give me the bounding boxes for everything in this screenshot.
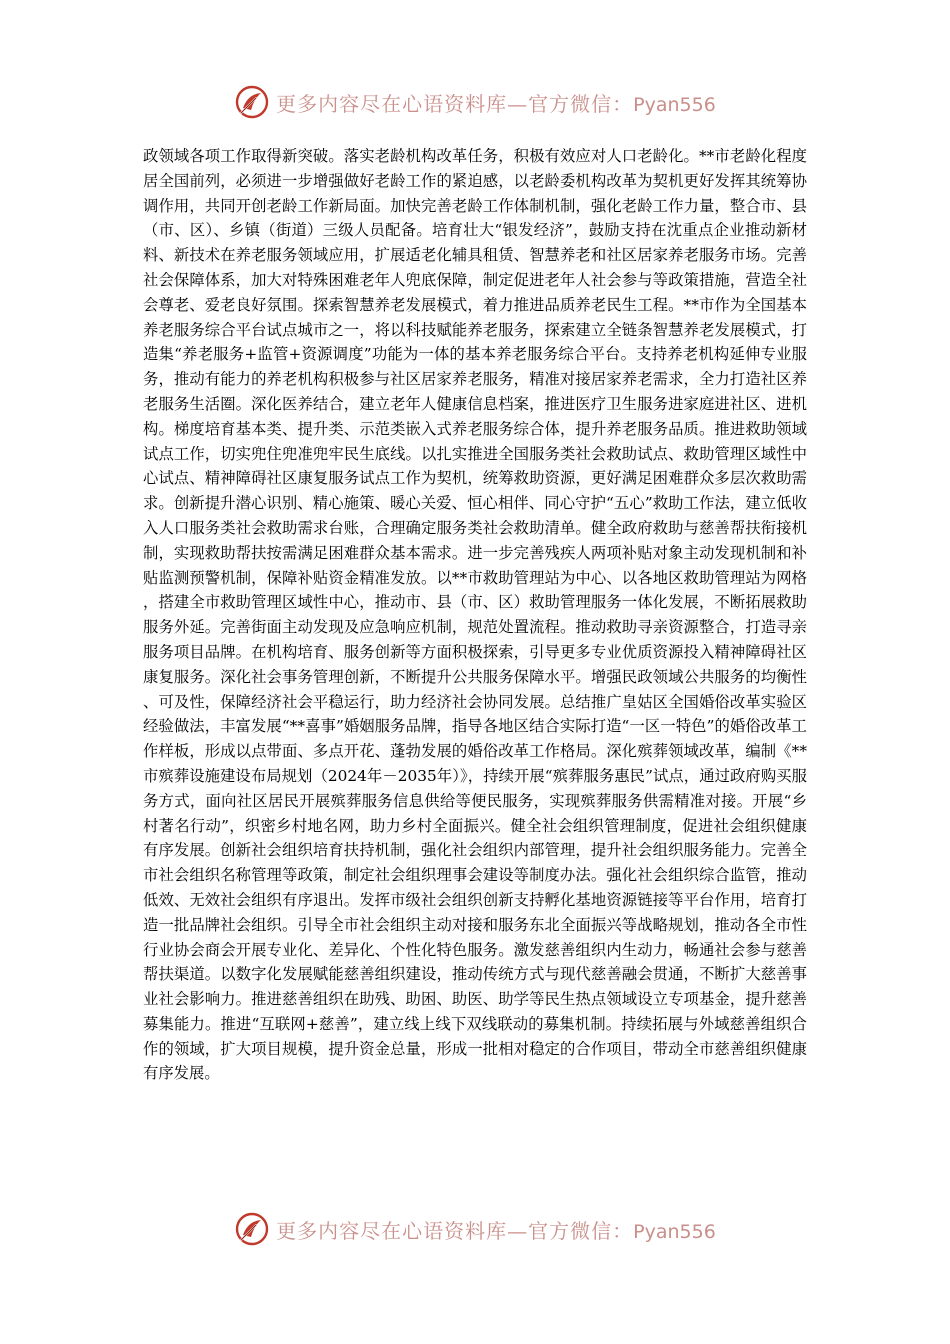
banner-text: 更多内容尽在心语资料库—官方微信：Pyan556 <box>276 1218 716 1243</box>
banner-text: 更多内容尽在心语资料库—官方微信：Pyan556 <box>276 91 716 116</box>
body-paragraph: 政领域各项工作取得新突破。落实老龄机构改革任务，积极有效应对人口老龄化。**市老龄化程度居全国前列，必须进一步增强做好老龄工作的紧迫感，以老龄委机构改革为契机更好发挥其统筹协调作用，共同开创老龄工作新局面。加快完善老龄工作体制机制，强化老龄工作力量，整合市、县（市、区）、乡镇（街道）三级人员配备。培育壮大“银发经济”，鼓励支持在沈重点企业推动新材料、新技术在养老服务领域应用，扩展适老化辅具租赁、智慧养老和社区居家养老服务市场。完善社会保障体系，加大对特殊困难老年人兜底保障，制定促进老年人社会参与等政策措施，营造全社会尊老、爱老良好氛围。探索智慧养老发展模式，着力推进品质养老民生工程。**市作为全国基本养老服务综合平台试点城市之一，将以科技赋能养老服务，探索建立全链条智慧养老发展模式，打造集“养老服务+监管+资源调度”功能为一体的基本养老服务综合平台。支持养老机构延伸专业服务，推动有能力的养老机构积极参与社区居家养老服务，精准对接居家养老需求，全力打造社区养老服务生活圈。深化医养结合，建立老年人健康信息档案，推进医疗卫生服务进家庭进社区、进机构。梯度培育基本类、提升类、示范类嵌入式养老服务综合体，提升养老服务品质。推进救助领域试点工作，切实兜住兜准兜牢民生底线。以扎实推进全国服务类社会救助试点、救助管理区域性中心试点、精神障碍社区康复服务试点工作为契机，统筹救助资源，更好满足困难群众多层次救助需求。创新提升潜心识别、精心施策、暖心关爱、恒心相伴、同心守护“五心”救助工作法，建立低收入人口服务类社会救助需求台账，合理确定服务类社会救助清单。健全政府救助与慈善帮扶衔接机制，实现救助帮扶按需满足困难群众基本需求。进一步完善残疾人两项补贴对象主动发现机制和补贴监测预警机制，保障补贴资金精准发放。以**市救助管理站为中心、以各地区救助管理站为网格，搭建全市救助管理区域性中心，推动市、县（市、区）救助管理服务一体化发展，不断拓展救助服务外延。完善街面主动发现及应急响应机制，规范处置流程。推动救助寻亲资源整合，打造寻亲服务项目品牌。在机构培育、服务创新等方面积极探索，引导更多专业优质资源投入精神障碍社区康复服务。深化社会事务管理创新，不断提升公共服务保障水平。增强民政领域公共服务的均衡性、可及性，保障经济社会平稳运行，助力经济社会协同发展。总结推广皇姑区全国婚俗改革实验区经验做法，丰富发展“**喜事”婚姻服务品牌，指导各地区结合实际打造“一区一特色”的婚俗改革工作样板，形成以点带面、多点开花、蓬勃发展的婚俗改革工作格局。深化殡葬领域改革，编制《**市殡葬设施建设布局规划（2024年－2035年）》，持续开展“殡葬服务惠民”试点，通过政府购买服务方式，面向社区居民开展殡葬服务信息供给等便民服务，实现殡葬服务供需精准对接。开展“乡村著名行动”，织密乡村地名网，助力乡村全面振兴。健全社会组织管理制度，促进社会组织健康有序发展。创新社会组织培育扶持机制，强化社会组织内部管理，提升社会组织服务能力。完善全市社会组织名称管理等政策，制定社会组织理事会建设等制度办法。强化社会组织综合监管，推动低效、无效社会组织有序退出。发挥市级社会组织创新支持孵化基地资源链接等平台作用，培育打造一批品牌社会组织。引导全市社会组织主动对接和服务东北全面振兴等战略规划，推动各全市性行业协会商会开展专业化、差异化、个性化特色服务。激发慈善组织内生动力，畅通社会参与慈善帮扶渠道。以数字化发展赋能慈善组织建设，推动传统方式与现代慈善融会贯通，不断扩大慈善事业社会影响力。推进慈善组织在助残、助困、助医、助学等民生热点领域设立专项基金，提升慈善募集能力。推进“互联网+慈善”，建立线上线下双线联动的募集机制。持续拓展与外域慈善组织合作的领域，扩大项目规模，提升资金总量，形成一批相对稳定的合作项目，带动全市慈善组织健康有序发展。 <box>143 147 807 1083</box>
header-banner <box>0 80 950 124</box>
xinyu-logo-icon <box>234 1211 270 1247</box>
footer-banner <box>0 1207 950 1251</box>
wechat-id: Pyan556 <box>633 1220 716 1243</box>
wechat-id: Pyan556 <box>633 93 716 116</box>
xinyu-logo-icon <box>234 84 270 120</box>
